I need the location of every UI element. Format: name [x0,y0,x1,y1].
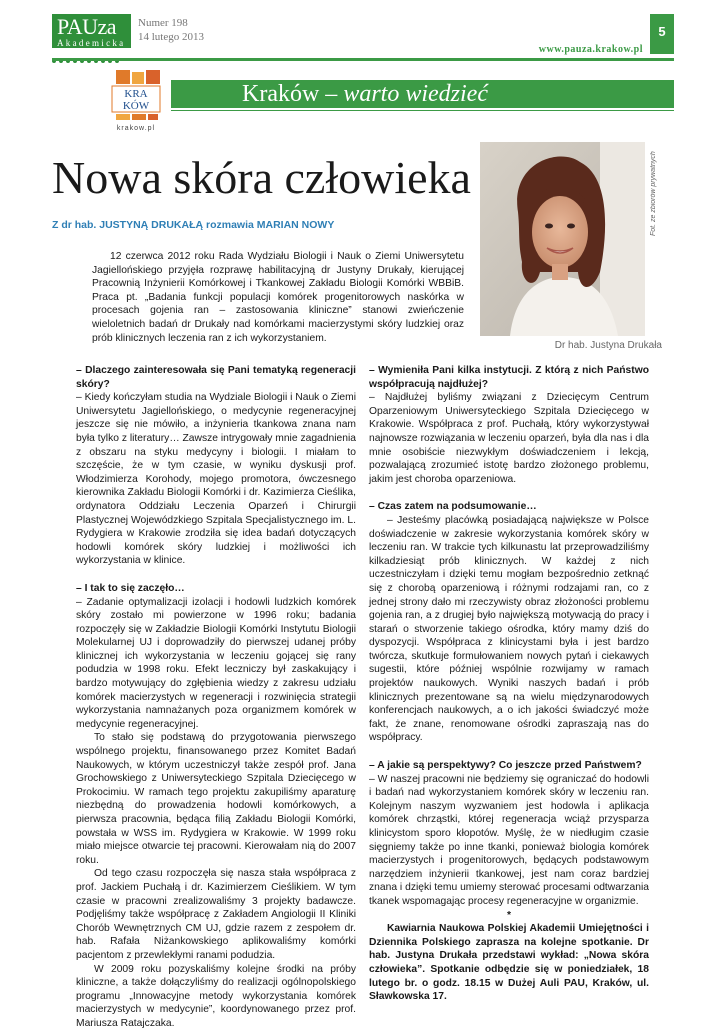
question-1: – Dlaczego zainteresowała się Pani tematyką regeneracji skóry? [76,365,356,390]
krakow-banner-text [242,80,488,108]
krakow-logo-caption: krakow.pl [116,125,156,132]
banner-italic: warto wiedzieć [343,81,488,107]
answer-2: – Zadanie optymalizacji izolacji i hodowli ludzkich komórek skóry zostało mi powierzone w 1996 roku; badania rozpoczęły się w Zakładzie Biologii Komórki Instytutu Biologii Molekularnej UJ i doprowadziły do pierwszej udanej próby klinicznej ich wykorzystania w leczeniu gojącej się rany podudzia w 1998 roku. Efekt leczniczy był zaskakujący i bardzo motywujący do zgłębienia wiedzy z zakresu udziału komórek macierzystych w regeneracji i rozwinięcia strategii wykorzystania namnażanych poza organizmem komórek w medycynie regeneracyjnej. [76,596,356,730]
header-rule [52,58,674,61]
event-announcement: Kawiarnia Naukowa Polskiej Akademii Umiejętności i Dziennika Polskiego zaprasza na kolejne spotkanie. Dr hab. Justyna Drukała przedstawi wykład: „Nowa skóra człowieka”. Spotkanie odbędzie się w poniedziałek, 18 lutego br. o godz. 18.15 w Dużej Auli PAU, Kraków, ul. Sławkowska 17. [369,923,649,1003]
issue-date: 14 lutego 2013 [138,31,204,43]
column-left [76,364,356,1031]
photo-credit: Fot. ze zbiorów prywatnych [650,151,657,236]
logo-sub-text: Akademicka [57,38,126,48]
answer-2-para-4: W 2009 roku pozyskaliśmy kolejne środki na próby kliniczne, a także dołączyliśmy do realizacji ogólnopolskiego programu „Innowacyjne metody wykorzystania komórek macierzystych w medycynie”, koordynowanego przez prof. Mariusza Ratajczaka. [76,963,356,1029]
answer-2-para-2: To stało się podstawą do przygotowania pierwszego wspólnego projektu, finansowanego przez Komitet Badań Naukowych, w którym uczestniczył także zespół prof. Jana Grochowskiego z Uniwersyteckiego Szpitala Dziecięcego w Prokocimiu. W ramach tego projektu zakupiliśmy aparaturę niezbędną do prowadzenia hodowli komórkowych, a pierwsza pracownia, będąca filią Zakładu Biologii Komórki, powstała w WSS im. Rydygiera w Krakowie. W 1999 roku miało miejsce otwarcie tej pracowni. Kierowałam nią do 2007 roku. [76,732,356,866]
site-url[interactable]: www.pauza.krakow.pl [538,44,643,55]
logo-dots [52,50,131,56]
issue-info [138,16,204,44]
banner-plain: Kraków – [242,81,344,107]
question-3: – Wymieniła Pani kilka instytucji. Z którą z nich Państwo współpracują najdłużej? [369,365,649,390]
article-title: Nowa skóra człowieka [52,152,471,203]
answer-4: – Jesteśmy placówką posiadającą największe w Polsce doświadczenie w zakresie wykorzystania komórek skóry w leczeniu ran. W trakcie tych kilkunastu lat przeprowadziliśmy kilkadziesiąt prób klinicznych. W każdej z nich uczestniczyłam i dzięki temu mogłam bezpośrednio zetknąć się z chorobą oparzeniową i różnymi rodzajami ran, co z jednej strony dało mi rzeczywisty obraz złożoności problemu gojenia ran, a z drugiej było największą motywacją do pracy i starań o stworzenie takiego ośrodka, który mamy dziś do dyspozycji. Współpraca z klinicystami była i jest bardzo twórcza, skutkuje formułowaniem nowych pytań i ciekawych sugestii, które później wspólnie rozwijamy w ramach projektów naukowych. Wyniki naszych badań i prób klinicznych prezentowane są na wielu międzynarodowych konferencjach naukowych, a o ich jakości świadczyć może fakt, że znane, renomowane ośrodki zapraszają nas do współpracy. [369,514,649,744]
question-2: – I tak to się zaczęło… [76,582,185,594]
krakow-logo [106,70,166,136]
article-byline: Z dr hab. JUSTYNĄ DRUKAŁĄ rozmawia MARIAN NOWY [52,219,335,231]
article-lead: 12 czerwca 2012 roku Rada Wydziału Biologii i Nauk o Ziemi Uniwersytetu Jagiellońskiego przyjęła rozprawę habilitacyjną dr Justyny Drukały, kierującej Pracownią Inżynierii Komórkowej i Tkankowej Zakładu Biologii Komórki WBBiB. Praca pt. „Badania funkcji populacji komórek progenitorowych naskórka w procesach gojenia ran – zastosowania kliniczne” stanowi zwieńczenie wieloletnich badań dr Drukały nad komórkami macierzystymi skóry ludzkiej oraz prób klinicznych leczenia ran z ich wykorzystaniem. [92,251,464,344]
column-right [369,364,649,1004]
answer-5: – W naszej pracowni nie będziemy się ograniczać do hodowli i badań nad wykorzystaniem komórek skóry w leczeniu ran. Kolejnym naszym wyzwaniem jest hodowla i aplikacja komórek chrząstki, której regeneracja wciąż przysparza klinicystom sporo kłopotów. Myślę, że w niedługim czasie sięgniemy także po inne tkanki, ponieważ biologia komórek macierzystych i progenitorowych, będących podstawowym narzędziem inżynierii tkankowej, jest nam coraz bardziej znana i dzięki temu umiemy sterować procesami odtwarzania tkanek wspomagając procesy regeneracyjne w organizmie. [369,773,649,907]
question-4: – Czas zatem na podsumowanie… [369,501,537,513]
section-separator: * [506,909,511,921]
portrait-photo [480,142,645,336]
krakow-logo-line2: KÓW [122,100,150,112]
answer-3: – Najdłużej byliśmy związani z Dziecięcym Centrum Oparzeniowym Uniwersyteckiego Szpitala Dziecięcego w Krakowie. Współpraca z prof. Puchałą, który wykorzystywał najnowsze rozwiązania w leczeniu oparzeń, była dla nas i dla mnie osobiście niezwykłym doświadczeniem i lekcją, pozwalającą zrozumieć istotę bardzo złożonego problemu, jakim jest choroba oparzeniowa. [369,392,649,485]
question-5: – A jakie są perspektywy? Co jeszcze przed Państwem? [369,760,642,772]
banner-rule [171,110,674,111]
answer-2-para-3: Od tego czasu rozpoczęła się nasza stała współpraca z prof. Jackiem Puchałą i dr. Kazimierzem Cieślikiem. W tym czasie w pracowni zrealizowaliśmy 3 projekty badawcze. Podjęliśmy także współpracę z Zakładem Angiologii II Kliniki Chorób Wewnętrznych CM UJ, gdzie razem z zespołem dr. hab. Rafała Niżankowskiego aplikowaliśmy komórki pacjentom z przewlekłymi ranami podudzia. [76,868,356,961]
photo-caption: Dr hab. Justyna Drukała [554,340,662,351]
logo-main-text: PAUza [57,14,117,39]
page-number: 5 [650,14,674,54]
pauza-logo [52,14,131,48]
issue-number: Numer 198 [138,17,188,29]
krakow-logo-line1: KRA [124,88,148,100]
answer-1: – Kiedy kończyłam studia na Wydziale Biologii i Nauk o Ziemi Uniwersytetu Jagiellońskiego, o medycynie regeneracyjnej jeszcze się nie mówiło, a inżynieria tkankowa znana nam była tylko z literatury… Zawsze intrygowały mnie zagadnienia z obszaru na styku medycyny i biologii. I miałam to szczęście, że w tym czasie, w wyniku dyskusji prof. Włodzimierza Korohody, mojego promotora, ówczesnego kierownika Zakładu Biologii Komórki i dr. Kazimierza Cieślika, ordynatora Oddziału Leczenia Oparzeń i Chirurgii Plastycznej Wojewódzkiego Szpitala Specjalistycznego im. L. Rydygiera w Krakowie zrodziła się idea badań dotyczących hodowli komórek skóry ludzkiej i możliwości ich wykorzystania w klinice. [76,392,356,567]
